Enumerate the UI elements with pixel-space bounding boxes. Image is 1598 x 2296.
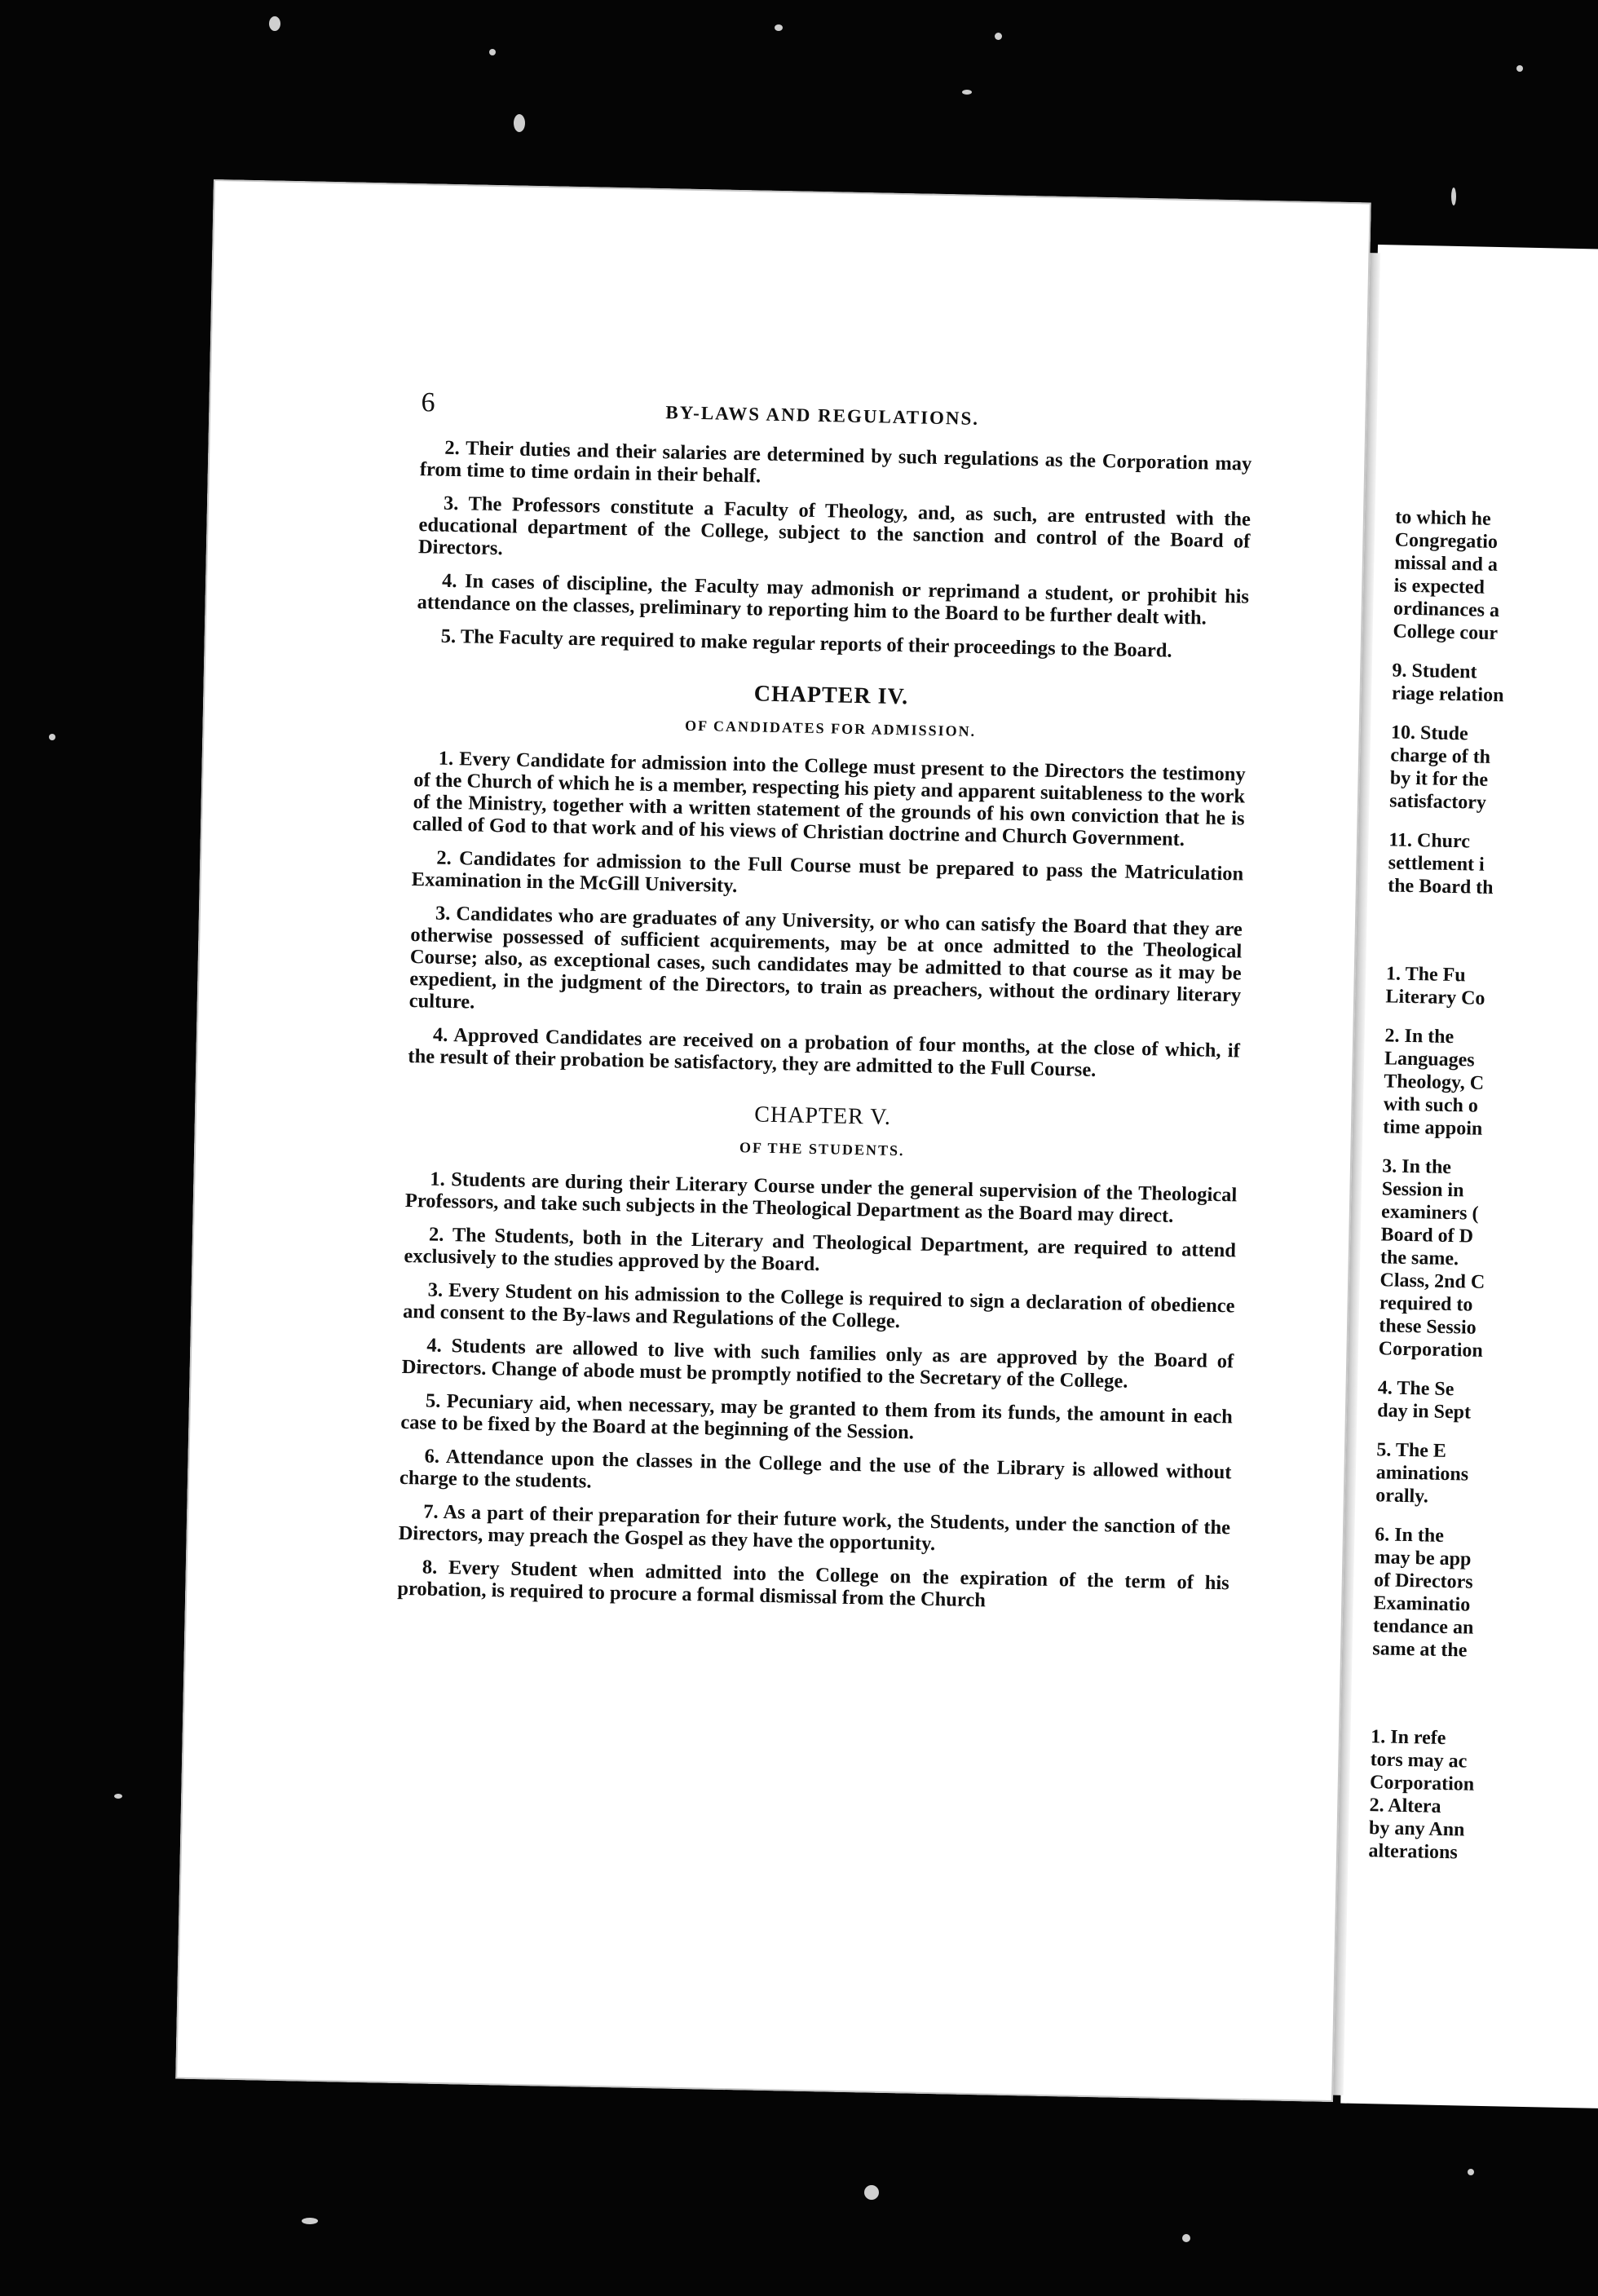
facing-page-line: missal and a: [1393, 552, 1499, 576]
facing-page-line: by it for the: [1389, 767, 1489, 791]
facing-page-line: of Directors: [1373, 1570, 1473, 1593]
paragraph: 4. In cases of discipline, the Faculty may admonish or reprimand a student, or prohibit his attendance on the classes, preliminary to reporting him to the Board to be further dealt with.: [417, 569, 1250, 629]
facing-page-line: Theology, C: [1384, 1071, 1485, 1094]
facing-page-line: Congregatio: [1394, 529, 1499, 554]
facing-page-line: same at the: [1372, 1638, 1468, 1662]
facing-page-line: time appoin: [1383, 1116, 1483, 1140]
facing-page-line: orally.: [1375, 1485, 1429, 1508]
facing-page-line: by any Ann: [1368, 1817, 1465, 1841]
paragraph: 3. Every Student on his admission to the College is required to sign a declaration of obedience and consent to the By-laws and Regulations of the College.: [402, 1278, 1235, 1333]
facing-page-line: Session in: [1381, 1178, 1464, 1202]
facing-page-line: 3. In the: [1382, 1155, 1452, 1179]
chapter-5: [397, 1095, 1238, 1616]
facing-page-line: tors may ac: [1370, 1749, 1468, 1773]
facing-page-line: the Board th: [1387, 875, 1494, 899]
chapter-subtitle: OF THE STUDENTS.: [739, 1139, 905, 1159]
paragraph: 5. Pecuniary aid, when necessary, may be granted to them from its funds, the amount in each case to be fixed by the Board at the beginning of the Session.: [400, 1389, 1234, 1444]
facing-page-line: day in Sept: [1377, 1400, 1472, 1424]
facing-page-line: riage relation: [1391, 682, 1504, 707]
facing-page-line: 11. Churc: [1388, 829, 1471, 853]
facing-page-line: charge of th: [1390, 744, 1491, 768]
facing-page-line: Corporation: [1369, 1772, 1475, 1795]
facing-page-text: [1368, 506, 1598, 1867]
facing-page-line: College cour: [1393, 620, 1499, 645]
intro-section: [417, 436, 1252, 663]
facing-page-line: to which he: [1395, 506, 1491, 530]
facing-page-line: settlement i: [1388, 852, 1485, 876]
facing-page-line: may be app: [1374, 1547, 1472, 1570]
facing-page-line: 6. In the: [1374, 1524, 1445, 1547]
facing-page-line: 1. The Fu: [1385, 963, 1466, 987]
facing-page-line: Corporation: [1378, 1338, 1484, 1362]
paragraph: 4. Approved Candidates are received on a probation of four months, at the close of which, if the result of their probation be satisfactory, they are admitted to the Full Course.: [408, 1023, 1241, 1081]
chapter-title: CHAPTER IV.: [753, 681, 909, 710]
facing-page-line: 5. The E: [1376, 1439, 1447, 1462]
paragraph: 4. Students are allowed to live with such families only as are approved by the Board of Directors. Change of abode must be promptly notified to the Secretary of the College.: [401, 1334, 1234, 1393]
paragraph: 2. Candidates for admission to the Full Course must be prepared to pass the Matriculation Examination in the McGill University.: [411, 846, 1244, 898]
paragraph: 8. Every Student when admitted into the College on the expiration of the term of his probation, is required to procure a formal dismissal from the Church: [397, 1556, 1229, 1612]
chapter-title: CHAPTER V.: [753, 1102, 892, 1130]
facing-page-line: with such o: [1383, 1093, 1479, 1117]
paragraph: 2. The Students, both in the Literary and Theological Department, are required to attend exclusively to the studies approved by the Board.: [404, 1223, 1237, 1276]
facing-page-line: 10. Stude: [1390, 722, 1468, 745]
main-page: [175, 179, 1371, 2102]
facing-page-line: 2. Altera: [1369, 1795, 1441, 1817]
paragraph: 1. Students are during their Literary Course under the general supervision of the Theological Professors, and take such subjects in the Theological Department as the Board may direct.: [404, 1168, 1238, 1227]
facing-page-line: 1. In refe: [1371, 1726, 1446, 1750]
facing-page: [1340, 245, 1598, 2108]
facing-page-line: examiners (: [1380, 1201, 1479, 1225]
facing-page-line: Languages: [1384, 1048, 1475, 1071]
page-number: 6: [421, 387, 435, 418]
paragraph: 5. The Faculty are required to make regular reports of their proceedings to the Board.: [440, 625, 1172, 662]
page-content: [397, 387, 1253, 1627]
facing-page-line: aminations: [1375, 1462, 1469, 1486]
facing-page-line: 4. The Se: [1377, 1377, 1455, 1401]
paragraph: 6. Attendance upon the classes in the College and the use of the Library is allowed without charge to the students.: [399, 1445, 1232, 1493]
facing-page-line: satisfactory: [1389, 790, 1487, 814]
paragraph: 3. Candidates who are graduates of any University, or who can satisfy the Board that they are otherwise possessed of sufficient acquirements, may be at once admitted to the Theological Course; also, as exceptional cases, such candidates may be admitted to that course as it may be expedient, in the judgment of the Directors, to train as preachers, without the ordinary literary culture.: [408, 902, 1243, 1013]
facing-page-line: the same.: [1379, 1247, 1459, 1270]
facing-page-line: tendance an: [1372, 1615, 1474, 1639]
paragraph: 7. As a part of their preparation for their future work, the Students, under the sanction of the Directors, may preach the Gospel as they have the opportunity.: [398, 1500, 1231, 1556]
chapter-4: [408, 674, 1247, 1084]
facing-page-line: Class, 2nd C: [1379, 1269, 1485, 1293]
running-head-title: BY-LAWS AND REGULATIONS.: [665, 402, 980, 429]
paragraph: 1. Every Candidate for admission into the College must present to the Directors the testimony of the Church of which he is a member, respecting his piety and apparent suitableness to the work of the Ministry, together with a written statement of the grounds of his own conviction that he is called of God to that work and of his views of Christian doctrine and Church Government.: [412, 747, 1246, 851]
facing-page-line: Board of D: [1380, 1224, 1474, 1247]
facing-page-line: Examinatio: [1373, 1592, 1471, 1616]
facing-page-line: these Sessio: [1379, 1315, 1477, 1339]
facing-page-line: is expected: [1393, 575, 1485, 598]
facing-page-line: 2. In the: [1384, 1025, 1455, 1049]
facing-page-line: Literary Co: [1385, 986, 1485, 1009]
chapter-subtitle: OF CANDIDATES FOR ADMISSION.: [684, 717, 977, 740]
paragraph: 3. The Professors constitute a Faculty of Theology, and, as such, are entrusted with the educational department of the College, subject to the sanction and control of the Board of Directors.: [417, 492, 1251, 560]
facing-page-line: 9. Student: [1392, 660, 1477, 683]
facing-page-line: alterations: [1368, 1840, 1459, 1864]
paragraph: 2. Their duties and their salaries are determined by such regulations as the Corporation may from time to time ordain in their behalf.: [419, 436, 1252, 488]
facing-page-line: required to: [1379, 1292, 1473, 1316]
facing-page-line: ordinances a: [1393, 598, 1500, 622]
